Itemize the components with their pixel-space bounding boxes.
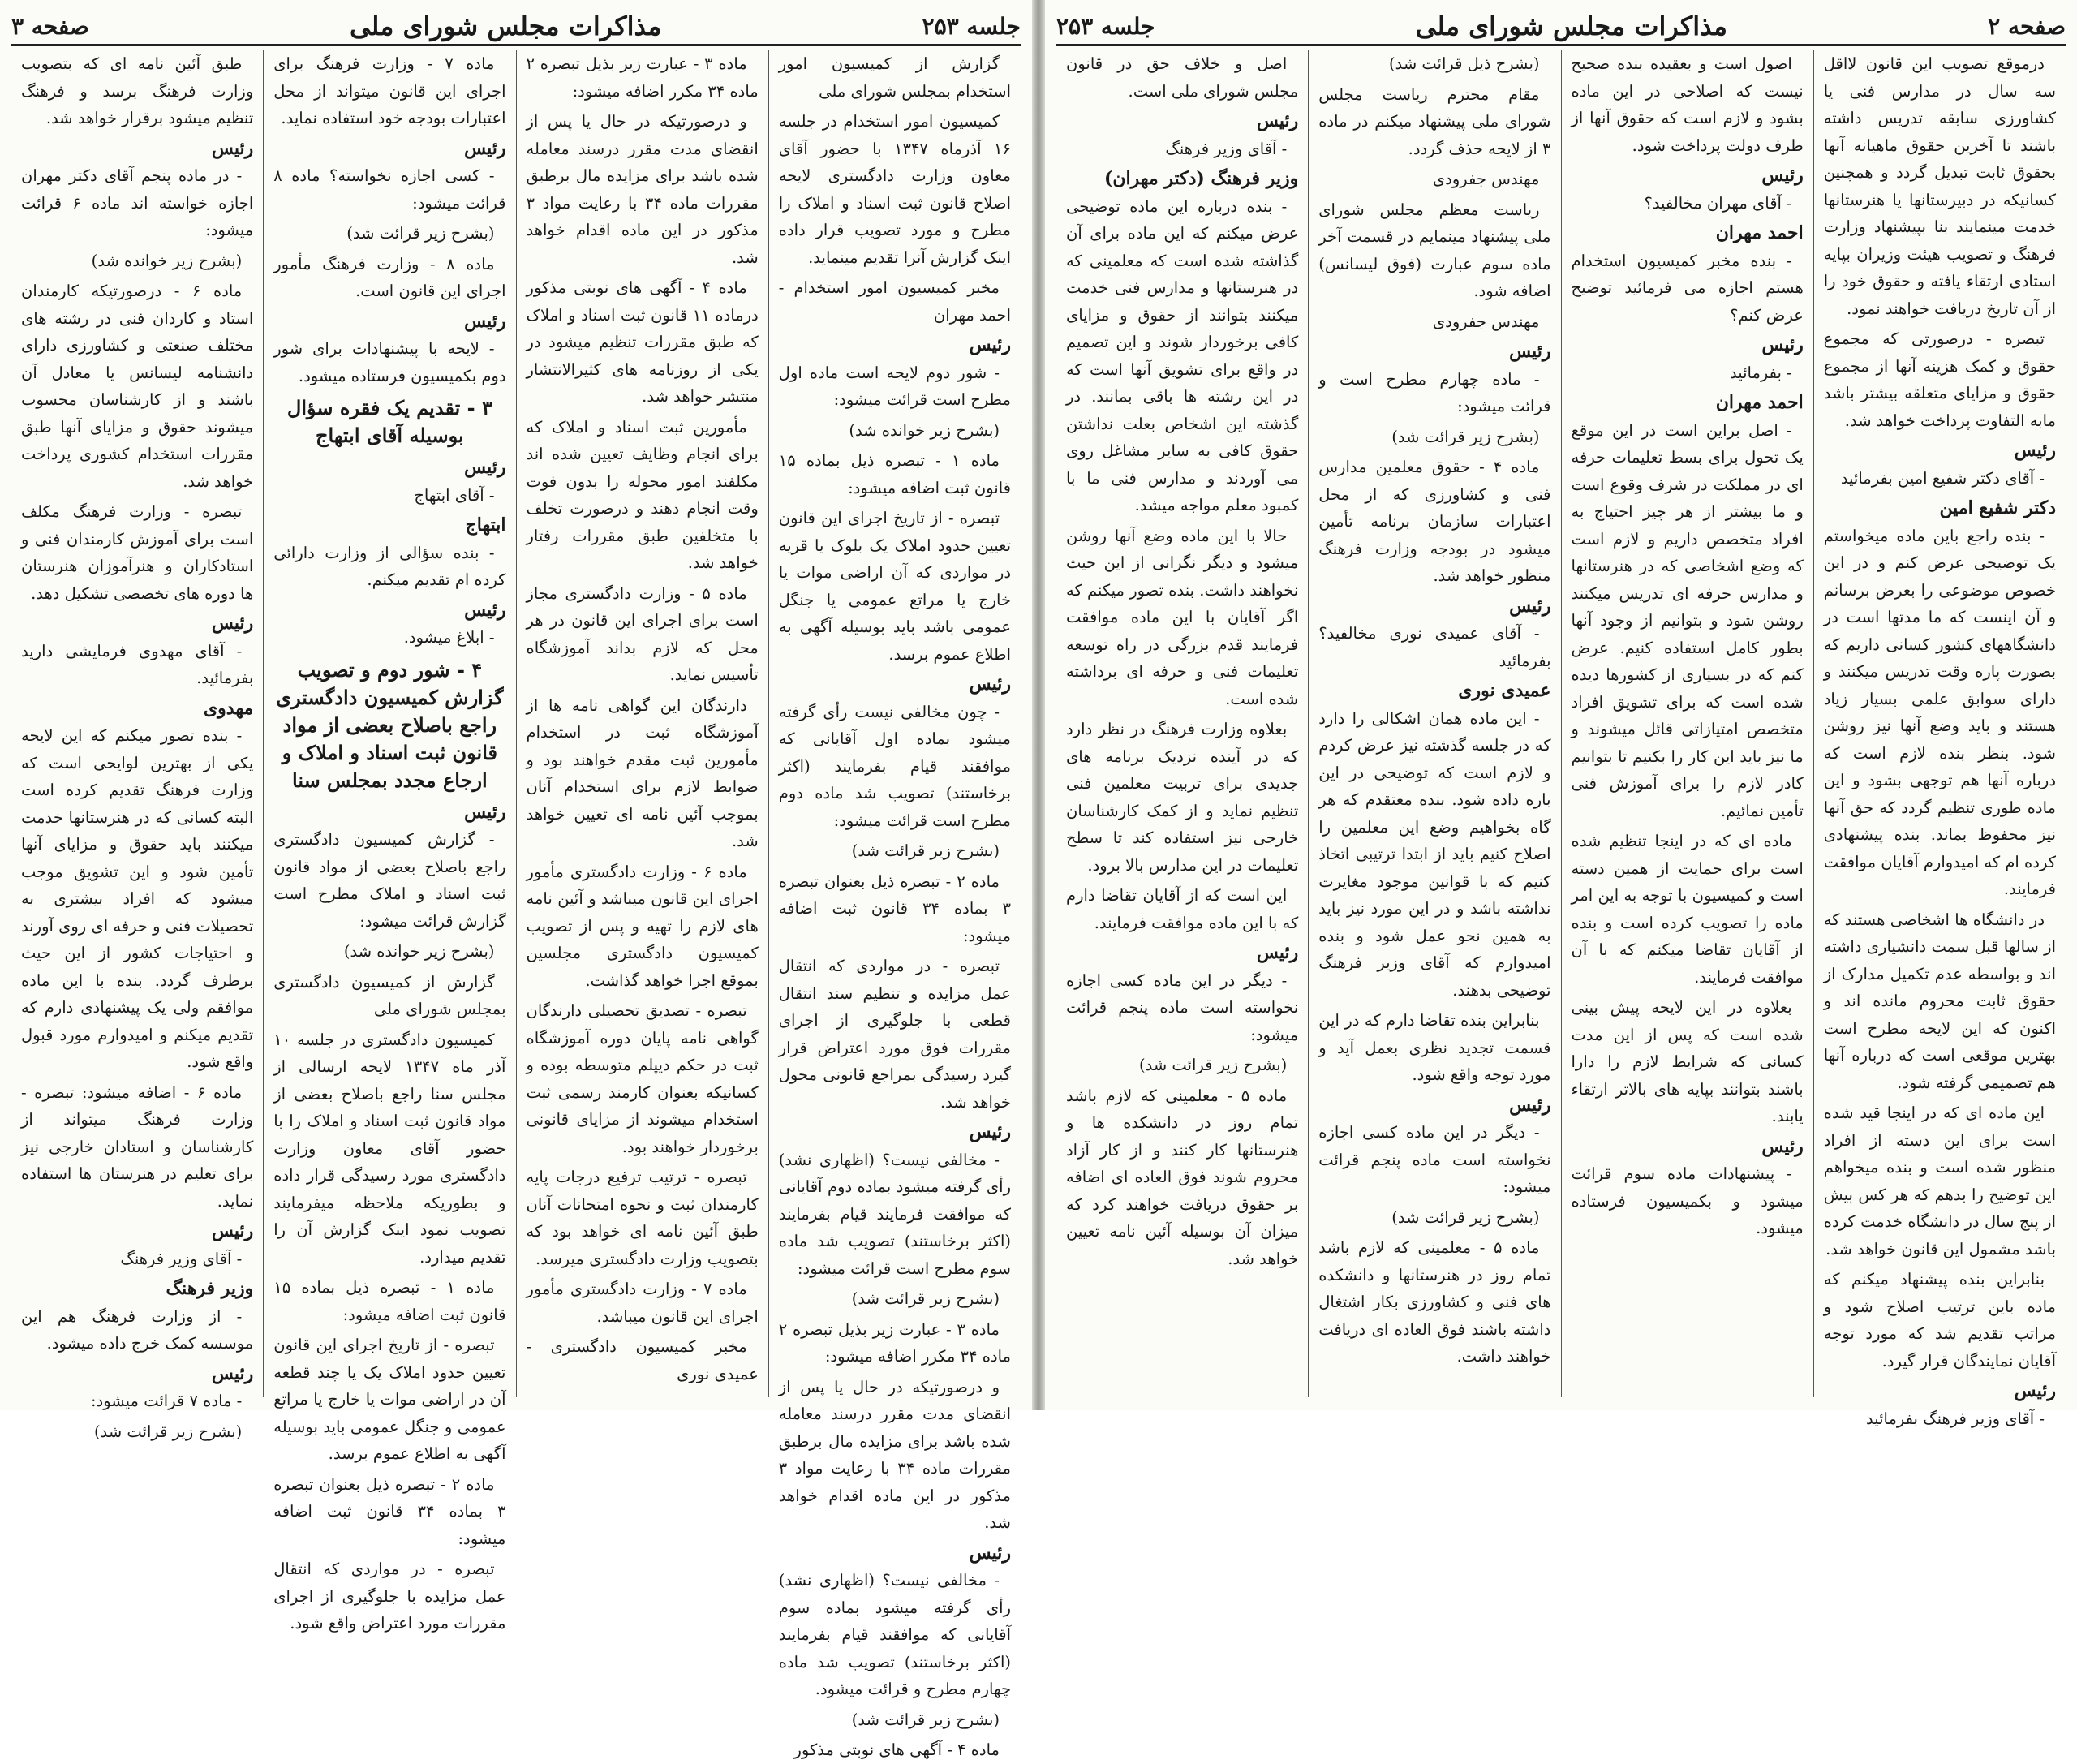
paragraph: - دیگر در این ماده کسی اجازه نخواسته است ماده پنجم قرائت میشود: <box>1066 970 1299 1044</box>
paragraph: - آقای دکتر شفیع امین بفرمائید <box>1840 468 2045 488</box>
speaker-name: رئیس <box>1761 165 1804 186</box>
paragraph: تبصره - درصورتی که مجموع حقوق و کمک هزینه آنها از مجموع حقوق و مزایای متعلقه بیشتر باشد مابه التفاوت پرداخت خواهد شد. <box>1823 329 2056 430</box>
paragraph: تبصره - از تاریخ اجرای این قانون تعیین حدود املاک یک یا چند قطعه آن در اراضی موات یا خارج یا مراتع عمومی و جنگل عمومی باید بوسیله آگهی به اطلاع عموم برسد. <box>273 1336 506 1463</box>
paragraph: کمیسیون دادگستری در جلسه ۱۰ آذر ماه ۱۳۴۷ لایحه ارسالی از مجلس سنا راجع باصلاح بعضی از مواد قانون ثبت اسناد و املاک را با حضور آقای معاون وزارت دادگستری مورد رسیدگی قرار داده و بطوریکه ملاحظه میفرمایند تصویب نمود اینک گزارش آن را تقدیم میدارد. <box>273 1030 506 1267</box>
paragraph: تبصره - تصدیق تحصیلی دارندگان گواهی نامه پایان دوره آموزشگاه ثبت در حکم دیپلم متوسطه بوده و کسانیکه بعنوان کارمند رسمی ثبت استخدام میشوند از مزایای قانونی برخوردار خواهند بود. <box>526 1001 759 1156</box>
paragraph: (بشرح زیر خوانده شد) <box>91 251 243 270</box>
left-page-columns <box>11 50 1021 1759</box>
paragraph: مهندس جفرودی <box>1432 170 1540 188</box>
paragraph: و درصورتیکه در حال یا پس از انقضای مدت مقرر درسند معامله شده باشد برای مزایده مال برطبق مقررات ماده ۳۴ با رعایت مواد ۳ مذکور در این ماده اقدام خواهد شد. <box>778 1377 1011 1532</box>
paragraph: بنابراین بنده تقاضا دارم که در این قسمت تجدید نظری بعمل آید و مورد توجه واقع شود. <box>1318 1011 1551 1084</box>
paragraph: - مخالفی نیست؟ (اظهاری نشد) رأی گرفته میشود بماده دوم آقایانی که موافقت فرمایند قیام بفرمایند (اکثر برخاستند) تصویب شد ماده سوم مطرح است قرائت میشود: <box>778 1150 1011 1278</box>
paragraph: - چون مخالفی نیست رأی گرفته میشود بماده اول آقایانی که موافقند قیام بفرمایند (اکثر برخاستند) تصویب شد ماده دوم مطرح است قرائت میشود: <box>778 702 1011 830</box>
speaker-name: رئیس <box>464 599 506 621</box>
speaker-name: رئیس <box>211 1220 254 1241</box>
speaker-name: رئیس <box>464 310 506 332</box>
paragraph: - آقای وزیر فرهنگ <box>1165 139 1288 158</box>
paragraph: - بفرمائید <box>1729 363 1792 382</box>
speaker-name: احمد مهران <box>1715 392 1804 413</box>
paragraph: ماده ۶ - اضافه میشود: تبصره - وزارت فرهنگ میتواند از کارشناسان و استادان خارجی نیز برای تعلیم در هنرستان ها استفاده نماید. <box>21 1082 254 1211</box>
speaker-name: رئیس <box>969 1121 1011 1142</box>
paragraph: تبصره - ترتیب ترفیع درجات پایه کارمندان ثبت و نحوه امتحانات آنان طبق آئین نامه ای خواهد بود که بتصویب وزارت دادگستری میرسد. <box>526 1168 759 1268</box>
paragraph: (بشرح زیر قرائت شد) <box>94 1422 243 1441</box>
paragraph: گزارش از کمیسیون دادگستری بمجلس شورای ملی <box>273 972 506 1018</box>
paragraph: (بشرح زیر قرائت شد) <box>1391 427 1540 446</box>
text-column <box>1308 50 1560 1397</box>
paragraph: - کسی اجازه نخواسته؟ ماده ۸ قرائت میشود: <box>273 166 506 213</box>
speaker-name: رئیس <box>464 137 506 159</box>
paragraph: بعلاوه در این لایحه پیش بینی شده است که پس از این مدت کسانی که شرایط لازم را دارا باشند بتوانند بپایه های بالاتر ارتقاء یابند. <box>1571 998 1804 1125</box>
paragraph: - دیگر در این ماده کسی اجازه نخواسته است ماده پنجم قرائت میشود: <box>1318 1123 1551 1196</box>
paragraph: ماده ۱ - تبصره ذیل بماده ۱۵ قانون ثبت اضافه میشود: <box>778 451 1011 497</box>
speaker-name: رئیس <box>211 137 254 159</box>
paragraph: (بشرح زیر قرائت شد) <box>851 1289 1000 1308</box>
paragraph: اصول است و بعقیده بنده صحیح نیست که اصلاحی در این ماده بشود و لازم است که حقوق آنها از طرف دولت پرداخت شود. <box>1571 54 1804 155</box>
speaker-name: رئیس <box>1509 1094 1551 1116</box>
paragraph: (بشرح زیر قرائت شد) <box>1391 1207 1540 1227</box>
paragraph: ماده ۷ - وزارت فرهنگ برای اجرای این قانون میتواند از محل اعتبارات بودجه خود استفاده نماید. <box>273 54 506 127</box>
paragraph: ماده ۶ - درصورتیکه کارمندان استاد و کاردان فنی در رشته های مختلف صنعتی و کشاورزی دارای دانشنامه لیسانس یا معادل آن باشند و از کارشناسان محسوب میشوند حقوق و مزایای آنها طبق مقررات استخدام کشوری پرداخت خواهد شد. <box>21 282 254 491</box>
speaker-name: وزیر فرهنگ (دکتر مهران) <box>1103 168 1299 189</box>
paragraph: کمیسیون امور استخدام در جلسه ۱۶ آذرماه ۱۳۴۷ با حضور آقای معاون وزارت دادگستری لایحه اصلاح قانون ثبت اسناد و املاک را مطرح و مورد تصویب قرار داده اینک گزارش آنرا تقدیم مینماید. <box>778 112 1011 267</box>
paragraph: بنابراین بنده پیشنهاد میکنم که ماده باین ترتیب اصلاح شود و مراتب تقدیم شد که مورد توجه آقایان نمایندگان قرار گیرد. <box>1823 1270 2056 1370</box>
text-column <box>1056 50 1308 1397</box>
paragraph: - بنده سؤالی از وزارت دارائی کرده ام تقدیم میکنم. <box>273 543 506 589</box>
paragraph: - ابلاغ میشود. <box>403 628 495 647</box>
paragraph: مقام محترم ریاست مجلس شورای ملی پیشنهاد میکنم در ماده ۳ از لایحه حذف گردد. <box>1318 84 1551 158</box>
paragraph: مخبر کمیسیون امور استخدام - احمد مهران <box>778 278 1011 325</box>
speaker-name: رئیس <box>464 457 506 478</box>
speaker-name: احمد مهران <box>1715 222 1804 243</box>
speaker-name: رئیس <box>211 1362 254 1384</box>
speaker-name: رئیس <box>1256 942 1299 963</box>
paragraph: ماده ۵ - وزارت دادگستری مجاز است برای اجرای این قانون در هر محل که لازم بداند آموزشگاه تأسیس نماید. <box>526 583 759 684</box>
paragraph: - گزارش کمیسیون دادگستری راجع باصلاح بعضی از مواد قانون ثبت اسناد و املاک مطرح است گزارش قرائت میشود: <box>273 830 506 931</box>
paragraph: ماده ۲ - تبصره ذیل بعنوان تبصره ۳ بماده ۳۴ قانون ثبت اضافه میشود: <box>273 1474 506 1548</box>
speaker-name: رئیس <box>1509 341 1551 362</box>
session-number: جلسه ۲۵۳ <box>1056 12 1155 40</box>
page-number: صفحه ۲ <box>1988 12 2066 40</box>
paragraph: ماده ۶ - وزارت دادگستری مأمور اجرای این قانون میباشد و آئین نامه های لازم را تهیه و پس از تصویب کمیسیون دادگستری مجلسین بموقع اجرا خواهد گذاشت. <box>526 862 759 990</box>
paragraph: تبصره - وزارت فرهنگ مکلف است برای آموزش کارمندان فنی و استادکاران و هنرآموزان هنرستان ها دوره های تخصصی تشکیل دهد. <box>21 502 254 603</box>
speaker-name: دکتر شفیع امین <box>1939 497 2056 518</box>
paragraph: مأمورین ثبت اسناد و املاک که برای انجام وظایف تعیین شده اند مکلفند امور محوله را بدون فوت وقت انجام دهند و درصورت تخلف با متخلفین طبق مقررات رفتار خواهد شد. <box>526 417 759 572</box>
paragraph: - آقای وزیر فرهنگ <box>120 1249 243 1268</box>
paragraph: - از وزارت فرهنگ هم این موسسه کمک خرج داده میشود. <box>21 1306 254 1353</box>
paragraph: این ماده ای که در اینجا قید شده است برای این دسته از افراد منظور شده است و بنده میخواهم این توضیح را بدهم که هر کس بیش از پنج سال در دانشگاه خدمت کرده باشد مشمول این قانون خواهد شد. <box>1823 1104 2056 1258</box>
speaker-name: رئیس <box>969 1542 1011 1564</box>
paragraph: - بنده مخبر کمیسیون استخدام هستم اجازه می فرمائید توضیح عرض کنم؟ <box>1571 251 1804 325</box>
speaker-name: وزیر فرهنگ <box>166 1278 254 1299</box>
paragraph: بعلاوه وزارت فرهنگ در نظر دارد که در آینده نزدیک برنامه های جدیدی برای تربیت معلمین فنی تنظیم نماید و از کمک کارشناسان خارجی نیز استفاده کند تا سطح تعلیمات در این مدارس بالا برود. <box>1066 720 1299 875</box>
paragraph: - ماده چهارم مطرح است و قرائت میشود: <box>1318 369 1551 415</box>
paragraph: ماده ۳ - عبارت زیر بذیل تبصره ۲ ماده ۳۴ مکرر اضافه میشود: <box>526 54 759 101</box>
speaker-name: رئیس <box>969 334 1011 355</box>
paragraph: ماده ۸ - وزارت فرهنگ مأمور اجرای این قانون است. <box>273 254 506 300</box>
publication-title: مذاکرات مجلس شورای ملی <box>1415 11 1728 41</box>
paragraph: (بشرح زیر قرائت شد) <box>346 224 495 243</box>
paragraph: گزارش از کمیسیون امور استخدام بمجلس شورای ملی <box>778 54 1011 101</box>
speaker-name: رئیس <box>1761 1135 1804 1157</box>
paragraph: - در ماده پنجم آقای دکتر مهران اجازه خواسته اند ماده ۶ قرائت میشود: <box>21 166 254 239</box>
paragraph: (بشرح زیر قرائت شد) <box>851 1710 1000 1729</box>
speaker-name: رئیس <box>969 673 1011 695</box>
paragraph: - آقای عمیدی نوری مخالفید؟ بفرمائید <box>1318 624 1551 670</box>
publication-title: مذاکرات مجلس شورای ملی <box>349 11 662 41</box>
page-gutter <box>1032 0 1045 1410</box>
paragraph: تبصره - در مواردی که انتقال عمل مزایده با جلوگیری از اجرای مقررات مورد اعتراض واقع شود. <box>273 1560 506 1633</box>
paragraph: - پیشنهادات ماده سوم قرائت میشود و بکمیسیون فرستاده میشود. <box>1571 1164 1804 1237</box>
paragraph: تبصره - در مواردی که انتقال عمل مزایده و تنظیم سند انتقال قطعی با جلوگیری از اجرای مقررات فوق مورد اعتراض قرار گیرد رسیدگی بمراجع قانونی محول خواهد شد. <box>778 957 1011 1112</box>
text-column <box>516 50 768 1397</box>
paragraph: تبصره - از تاریخ اجرای این قانون تعیین حدود املاک یک بلوک یا قریه در مواردی که آن اراضی موات یا خارج یا مراتع عمومی یا جنگل عمومی باشد باید بوسیله آگهی به اطلاع عموم برسد. <box>778 509 1011 664</box>
paragraph: - این ماده همان اشکالی را دارد که در جلسه گذشته نیز عرض کردم و لازم است که توضیحی در این باره داده شود. بنده معتقدم که هر گاه بخواهیم وضع این معلمین را اصلاح کنیم باید از ابتدا ترتیبی اتخاذ کنیم که با قوانین موجود مغایرت نداشته باشد و در این مورد نیز باید به همین نحو عمل شود و بنده امیدوارم که آقای وزیر فرهنگ توضیحی بدهند. <box>1318 708 1551 1000</box>
paragraph: مخبر کمیسیون دادگستری - عمیدی نوری <box>526 1337 759 1383</box>
session-number: جلسه ۲۵۳ <box>922 12 1021 40</box>
paragraph: ماده ۳ - عبارت زیر بذیل تبصره ۲ ماده ۳۴ مکرر اضافه میشود: <box>778 1319 1011 1366</box>
paragraph: (بشرح زیر خوانده شد) <box>343 942 495 961</box>
paragraph: - بنده درباره این ماده توضیحی عرض میکنم که این ماده برای آن گذاشته شده است که معلمینی که در هنرستانها و مدارس فنی خدمت میکنند بتوانند از حقوق و مزایای کافی برخوردار شوند و این تصمیم در واقع برای تشویق آنها است که در این رشته ها باقی بمانند. در گذشته این اشخاص بعلت نداشتن حقوق کافی به سایر مشاغل روی می آوردند و مدارس فنی ما با کمبود معلم مواجه میشد. <box>1066 196 1299 514</box>
paragraph: طبق آئین نامه ای که بتصویب وزارت فرهنگ برسد و فرهنگ تنظیم میشود برقرار خواهد شد. <box>21 54 254 127</box>
left-page <box>0 0 1032 1759</box>
speaker-name: رئیس <box>1509 595 1551 617</box>
speaker-name: رئیس <box>1761 334 1804 355</box>
paragraph: درموقع تصویب این قانون لااقل سه سال در مدارس فنی یا کشاورزی سابقه تدریس داشته باشند تا آخرین حقوق ماهیانه آنها بحقوق ثابت تبدیل گردد و همچنین کسانیکه در دبیرستانها یا هنرستانها خدمت مینمایند بنا بپیشنهاد وزارت فرهنگ و تصویب هیئت وزیران بپایه استادی ارتقاء یافته و حقوق خود را از آن تاریخ دریافت خواهند نمود. <box>1823 54 2056 318</box>
paragraph: (بشرح زیر قرائت شد) <box>851 841 1000 860</box>
text-column <box>1813 50 2066 1428</box>
paragraph: ماده ۱ - تبصره ذیل بماده ۱۵ قانون ثبت اضافه میشود: <box>273 1278 506 1324</box>
page-number: صفحه ۳ <box>11 12 89 40</box>
paragraph: (بشرح زیر خوانده شد) <box>849 420 1000 440</box>
right-page <box>1045 0 2077 1428</box>
speaker-name: رئیس <box>2014 1380 2056 1401</box>
right-page-header <box>1056 8 2066 46</box>
paragraph: ماده ۴ - آگهی های نوبتی مذکور درماده ۱۱ قانون ثبت اسناد و املاک که طبق مقررات تنظیم میشود در یکی از روزنامه های کثیرالانتشار منتشر خواهد شد. <box>526 278 759 406</box>
paragraph: ماده ۵ - معلمینی که لازم باشد تمام روز در هنرستانها و دانشکده های فنی و کشاورزی بکار اشتغال داشته باشند فوق العاده ای دریافت خواهند داشت. <box>1318 1238 1551 1366</box>
paragraph: ریاست معظم مجلس شورای ملی پیشنهاد مینمایم در قسمت آخر ماده سوم عبارت (فوق لیسانس) اضافه شود. <box>1318 200 1551 300</box>
paragraph: - ماده ۷ قرائت میشود: <box>90 1392 243 1410</box>
paragraph: در دانشگاه ها اشخاصی هستند که از سالها قبل سمت دانشیاری داشته اند و بواسطه عدم تکمیل مدارک از حقوق ثابت محروم مانده اند و اکنون که این لایحه مطرح است بهترین موقعی است که درباره آنها هم تصمیمی گرفته شود. <box>1823 910 2056 1092</box>
paragraph: ماده ای که در اینجا تنظیم شده است برای حمایت از همین دسته است و کمیسیون با توجه به این امر ماده را تصویب کرده است و بنده از آقایان تقاضا میکنم که با آن موافقت فرمایند. <box>1571 832 1804 987</box>
paragraph: - آقای وزیر فرهنگ بفرمائید <box>1865 1409 2045 1428</box>
paragraph: - آقای مهدوی فرمایشی دارید بفرمائید. <box>21 641 254 687</box>
paragraph: این است که از آقایان تقاضا دارم که با این ماده موافقت فرمایند. <box>1066 886 1299 932</box>
paragraph: - لایحه با پیشنهادات برای شور دوم بکمیسیون فرستاده میشود. <box>273 339 506 385</box>
paragraph: - آقای مهران مخالفید؟ <box>1644 193 1792 213</box>
paragraph: مهندس جفرودی <box>1432 312 1540 331</box>
speaker-name: رئیس <box>211 613 254 634</box>
text-column <box>1561 50 1813 1397</box>
paragraph: اصل و خلاف حق در قانون مجلس شورای ملی است. <box>1066 54 1299 101</box>
paragraph: و درصورتیکه در حال یا پس از انقضای مدت مقرر درسند معامله شده باشد برای مزایده مال برطبق مقررات ماده ۳۴ با رعایت مواد ۳ مذکور در این ماده اقدام خواهد شد. <box>526 112 759 267</box>
paragraph: - شور دوم لایحه است ماده اول مطرح است قرائت میشود: <box>778 363 1011 409</box>
paragraph: ماده ۷ - وزارت دادگستری مأمور اجرای این قانون میباشد. <box>526 1280 759 1326</box>
paragraph: - بنده راجع باین ماده میخواستم یک توضیحی عرض کنم و در این خصوص موضوعی را بعرض برسانم و آن اینست که ما مدتها است در دانشگاههای کشور کسانی داریم که بصورت پاره وقت تدریس میکنند و دارای سوابق علمی بسیار زیاد هستند و باید وضع آنها نیز روشن شود. بنظر بنده لازم است که درباره آنها هم توجهی بشود و این ماده طوری تنظیم گردد که حق آنها نیز محفوظ بماند. بنده پیشنهادی کرده ام که امیدوارم آقایان موافقت فرمایند. <box>1823 526 2056 898</box>
paragraph: ماده ۴ - آگهی های نوبتی مذکور <box>793 1740 1000 1759</box>
paragraph: (بشرح زیر قرائت شد) <box>1139 1056 1288 1074</box>
section-heading: ۳ - تقدیم یک فقره سؤال بوسیله آقای ابتهاج <box>286 396 492 447</box>
speaker-name: عمیدی نوری <box>1458 680 1551 701</box>
text-column <box>768 50 1021 1759</box>
speaker-name: رئیس <box>1256 110 1299 131</box>
left-page-header <box>11 8 1021 46</box>
paragraph: - اصل براین است در این موقع یک تحول برای بسط تعلیمات حرفه ای در مملکت در شرف وقوع است و ما بیشتر از هر چیز احتیاج به افراد متخصص داریم و لازم است که وضع اشخاصی که در هنرستانها و مدارس حرفه ای تدریس میکنند روشن شود و بتوانیم از وجود آنها بطور کامل استفاده کنیم. عرض کنم که در بسیاری از کشورها دیده شده است که برای تشویق افراد متخصص امتیازاتی قائل میشوند و ما نیز باید این کار را بکنیم تا بتوانیم کادر لازم را برای آموزش فنی تأمین نمائیم. <box>1571 420 1804 820</box>
speaker-name: مهدوی <box>203 697 254 719</box>
paragraph: (بشرح ذیل قرائت شد) <box>1388 54 1540 73</box>
paragraph: حالا با این ماده وضع آنها روشن میشود و دیگر نگرانی از این حیث نخواهند داشت. بنده تصور میکنم که اگر آقایان با این ماده موافقت فرمایند قدم بزرگی در راه توسعه تعلیمات فنی و حرفه ای برداشته شده است. <box>1066 526 1299 708</box>
speaker-name: ابتهاج <box>465 514 506 536</box>
paragraph: - آقای ابتهاج <box>414 485 495 505</box>
section-heading: ۴ - شور دوم و تصویب گزارش کمیسیون دادگستری راجع باصلاح بعضی از مواد قانون ثبت اسناد و املاک و ارجاع مجدد بمجلس سنا <box>276 657 504 792</box>
text-column <box>263 50 515 1633</box>
paragraph: - بنده تصور میکنم که این لایحه یکی از بهترین لوایحی است که وزارت فرهنگ تقدیم کرده است البته کسانی که در هنرستانها خدمت میکنند باید حقوق و مزایای آنها تأمین شود و این تشویق موجب میشود که افراد بیشتری به تحصیلات فنی و حرفه ای روی آورند و احتیاجات کشور از این حیث برطرف گردد. بنده با این ماده موافقم ولی یک پیشنهادی دارم که تقدیم میکنم و امیدوارم مورد قبول واقع شود. <box>21 726 254 1071</box>
speaker-name: رئیس <box>2014 440 2056 461</box>
paragraph: - مخالفی نیست؟ (اظهاری نشد) رأی گرفته میشود بماده سوم آقایانی که موافقند قیام بفرمایند (اکثر برخاستند) تصویب شد ماده چهارم مطرح و قرائت میشود. <box>778 1571 1011 1698</box>
paragraph: دارندگان این گواهی نامه ها از آموزشگاه ثبت در استخدام مأمورین ثبت مقدم خواهند بود و ضوابط لازم برای استخدام آنان بموجب آئین نامه ای تعیین خواهد شد. <box>526 695 759 850</box>
paragraph: ماده ۲ - تبصره ذیل بعنوان تبصره ۳ بماده ۳۴ قانون ثبت اضافه میشود: <box>778 871 1011 945</box>
speaker-name: رئیس <box>464 801 506 823</box>
text-column <box>11 50 263 1441</box>
paragraph: ماده ۴ - حقوق معلمین مدارس فنی و کشاورزی که از محل اعتبارات سازمان برنامه تأمین میشود در بودجه وزارت فرهنگ منظور خواهد شد. <box>1318 458 1551 585</box>
paragraph: ماده ۵ - معلمینی که لازم باشد تمام روز در دانشکده ها و هنرستانها کار کنند و از کار آزاد محروم شوند فوق العاده ای اضافه بر حقوق دریافت خواهند کرد که میزان آن بوسیله آئین نامه تعیین خواهد شد. <box>1066 1086 1299 1268</box>
right-page-columns <box>1056 50 2066 1428</box>
